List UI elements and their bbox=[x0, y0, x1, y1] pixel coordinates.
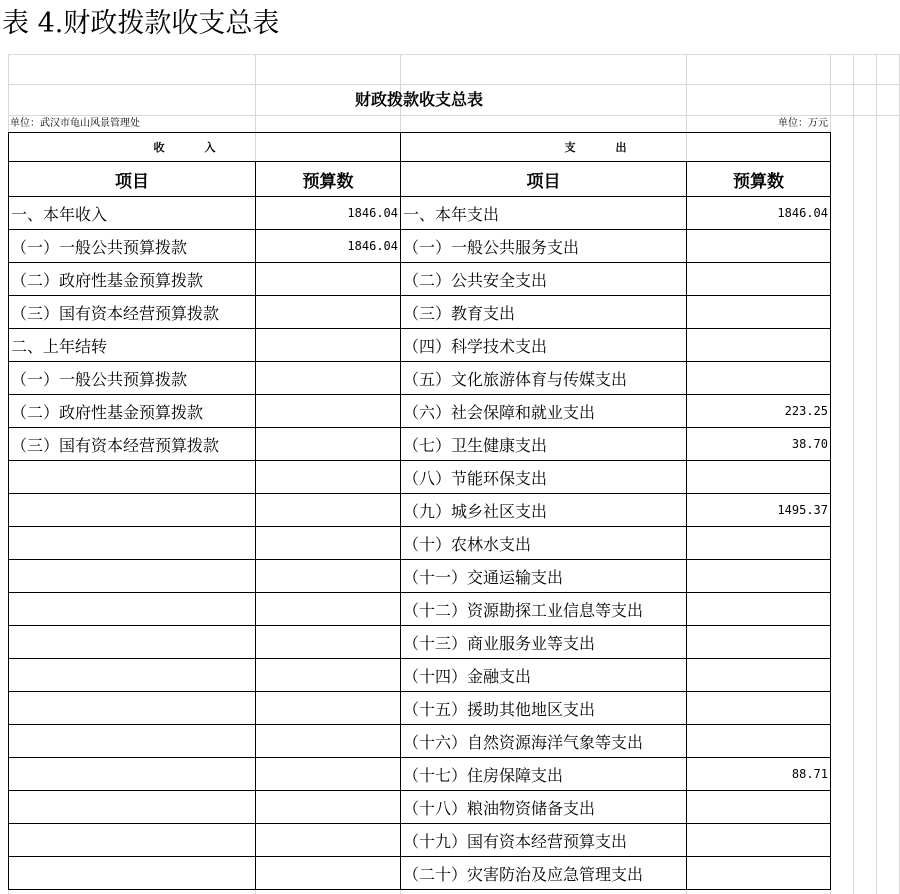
expense-item-cell: （九）城乡社区支出 bbox=[401, 494, 687, 527]
expense-item-cell: 一、本年支出 bbox=[401, 197, 687, 230]
sheet-gridline bbox=[853, 54, 854, 894]
expense-item-cell: （六）社会保障和就业支出 bbox=[401, 395, 687, 428]
income-amount-cell bbox=[256, 263, 401, 296]
income-amount-cell: 1846.04 bbox=[256, 230, 401, 263]
income-item-cell bbox=[9, 626, 256, 659]
expense-item-cell: （一）一般公共服务支出 bbox=[401, 230, 687, 263]
expense-amount-cell bbox=[687, 725, 831, 758]
expense-item-cell: （十五）援助其他地区支出 bbox=[401, 692, 687, 725]
income-item-cell: （一）一般公共预算拨款 bbox=[9, 230, 256, 263]
expense-amount-cell bbox=[687, 461, 831, 494]
income-item-cell bbox=[9, 857, 256, 890]
sheet-title: 财政拨款收支总表 bbox=[354, 90, 483, 109]
income-item-cell bbox=[9, 824, 256, 857]
expense-amount-cell bbox=[687, 296, 831, 329]
expense-amount-cell bbox=[687, 626, 831, 659]
table-row bbox=[9, 692, 831, 725]
section-header-row bbox=[9, 133, 831, 162]
table-row bbox=[9, 857, 831, 890]
income-item-cell bbox=[9, 791, 256, 824]
income-item-cell: （二）政府性基金预算拨款 bbox=[9, 263, 256, 296]
income-item-cell bbox=[9, 758, 256, 791]
expense-amount-cell: 88.71 bbox=[687, 758, 831, 791]
income-item-cell: （三）国有资本经营预算拨款 bbox=[9, 428, 256, 461]
table-row bbox=[9, 428, 831, 461]
expense-amount-cell: 1846.04 bbox=[687, 197, 831, 230]
table-row bbox=[9, 725, 831, 758]
table-row bbox=[9, 593, 831, 626]
expense-amount-cell bbox=[687, 857, 831, 890]
income-amount-cell: 1846.04 bbox=[256, 197, 401, 230]
income-item-cell bbox=[9, 593, 256, 626]
table-row bbox=[9, 263, 831, 296]
income-amount-cell bbox=[256, 725, 401, 758]
table-row bbox=[9, 758, 831, 791]
income-item-cell: （一）一般公共预算拨款 bbox=[9, 362, 256, 395]
income-amount-cell bbox=[256, 329, 401, 362]
income-amount-cell bbox=[256, 560, 401, 593]
income-amount-cell bbox=[256, 857, 401, 890]
expense-item-cell: （十九）国有资本经营预算支出 bbox=[401, 824, 687, 857]
income-amount-cell bbox=[256, 692, 401, 725]
income-item-cell bbox=[9, 494, 256, 527]
income-item-cell: （三）国有资本经营预算拨款 bbox=[9, 296, 256, 329]
table-row bbox=[9, 296, 831, 329]
expense-amount-cell bbox=[687, 659, 831, 692]
table-row bbox=[9, 197, 831, 230]
table-row bbox=[9, 494, 831, 527]
expense-amount-cell: 223.25 bbox=[687, 395, 831, 428]
expense-item-cell: （八）节能环保支出 bbox=[401, 461, 687, 494]
income-item-cell bbox=[9, 560, 256, 593]
unit-label-right: 单位：万元 bbox=[778, 118, 828, 129]
income-amount-cell bbox=[256, 659, 401, 692]
expense-item-cell: （十）农林水支出 bbox=[401, 527, 687, 560]
table-row bbox=[9, 560, 831, 593]
income-amount-cell bbox=[256, 758, 401, 791]
expense-amount-cell bbox=[687, 791, 831, 824]
expense-amount-cell bbox=[687, 263, 831, 296]
column-header-row bbox=[9, 162, 831, 197]
income-amount-cell bbox=[256, 296, 401, 329]
income-item-cell bbox=[9, 527, 256, 560]
sheet-gridline bbox=[8, 54, 900, 55]
table-row bbox=[9, 362, 831, 395]
unit-label-left: 单位：武汉市龟山风景管理处 bbox=[10, 118, 140, 129]
income-item-header: 项目 bbox=[9, 162, 256, 197]
table-row bbox=[9, 461, 831, 494]
expense-amount-cell bbox=[687, 527, 831, 560]
expense-item-cell: （十一）交通运输支出 bbox=[401, 560, 687, 593]
expense-item-cell: （十二）资源勘探工业信息等支出 bbox=[401, 593, 687, 626]
expense-amount-cell bbox=[687, 692, 831, 725]
expense-item-cell: （十三）商业服务业等支出 bbox=[401, 626, 687, 659]
table-row bbox=[9, 626, 831, 659]
expense-item-cell: （十七）住房保障支出 bbox=[401, 758, 687, 791]
expense-amount-cell bbox=[687, 230, 831, 263]
expense-amount-header: 预算数 bbox=[687, 162, 831, 197]
expense-item-cell: （二十）灾害防治及应急管理支出 bbox=[401, 857, 687, 890]
table-row bbox=[9, 329, 831, 362]
income-amount-cell bbox=[256, 824, 401, 857]
income-amount-cell bbox=[256, 791, 401, 824]
income-amount-header: 预算数 bbox=[256, 162, 401, 197]
income-amount-cell bbox=[256, 362, 401, 395]
expense-item-cell: （三）教育支出 bbox=[401, 296, 687, 329]
expense-item-cell: （十六）自然资源海洋气象等支出 bbox=[401, 725, 687, 758]
table-row bbox=[9, 791, 831, 824]
income-amount-cell bbox=[256, 461, 401, 494]
expense-item-cell: （十八）粮油物资储备支出 bbox=[401, 791, 687, 824]
expense-item-cell: （四）科学技术支出 bbox=[401, 329, 687, 362]
income-amount-cell bbox=[256, 626, 401, 659]
income-amount-cell bbox=[256, 428, 401, 461]
income-amount-cell bbox=[256, 527, 401, 560]
sheet-gridline bbox=[876, 54, 877, 894]
income-amount-cell bbox=[256, 593, 401, 626]
expense-amount-cell bbox=[687, 560, 831, 593]
expense-amount-cell bbox=[687, 593, 831, 626]
table-caption: 表 4.财政拨款收支总表 bbox=[2, 8, 280, 39]
income-amount-cell bbox=[256, 395, 401, 428]
income-item-cell bbox=[9, 692, 256, 725]
expense-amount-cell bbox=[687, 362, 831, 395]
expense-amount-cell: 38.70 bbox=[687, 428, 831, 461]
table-row bbox=[9, 527, 831, 560]
budget-table bbox=[8, 132, 831, 890]
income-item-cell: （二）政府性基金预算拨款 bbox=[9, 395, 256, 428]
expense-item-cell: （七）卫生健康支出 bbox=[401, 428, 687, 461]
income-item-cell bbox=[9, 461, 256, 494]
expense-item-cell: （十四）金融支出 bbox=[401, 659, 687, 692]
table-row bbox=[9, 824, 831, 857]
expense-item-header: 项目 bbox=[401, 162, 687, 197]
expense-amount-cell: 1495.37 bbox=[687, 494, 831, 527]
table-row bbox=[9, 659, 831, 692]
expense-amount-cell bbox=[687, 824, 831, 857]
income-item-cell bbox=[9, 725, 256, 758]
table-row bbox=[9, 230, 831, 263]
table-row bbox=[9, 395, 831, 428]
income-item-cell: 一、本年收入 bbox=[9, 197, 256, 230]
expense-item-cell: （五）文化旅游体育与传媒支出 bbox=[401, 362, 687, 395]
expense-item-cell: （二）公共安全支出 bbox=[401, 263, 687, 296]
expense-section-header: 支出 bbox=[401, 133, 831, 162]
income-section-header: 收入 bbox=[9, 133, 401, 162]
income-item-cell bbox=[9, 659, 256, 692]
income-amount-cell bbox=[256, 494, 401, 527]
income-item-cell: 二、上年结转 bbox=[9, 329, 256, 362]
expense-amount-cell bbox=[687, 329, 831, 362]
